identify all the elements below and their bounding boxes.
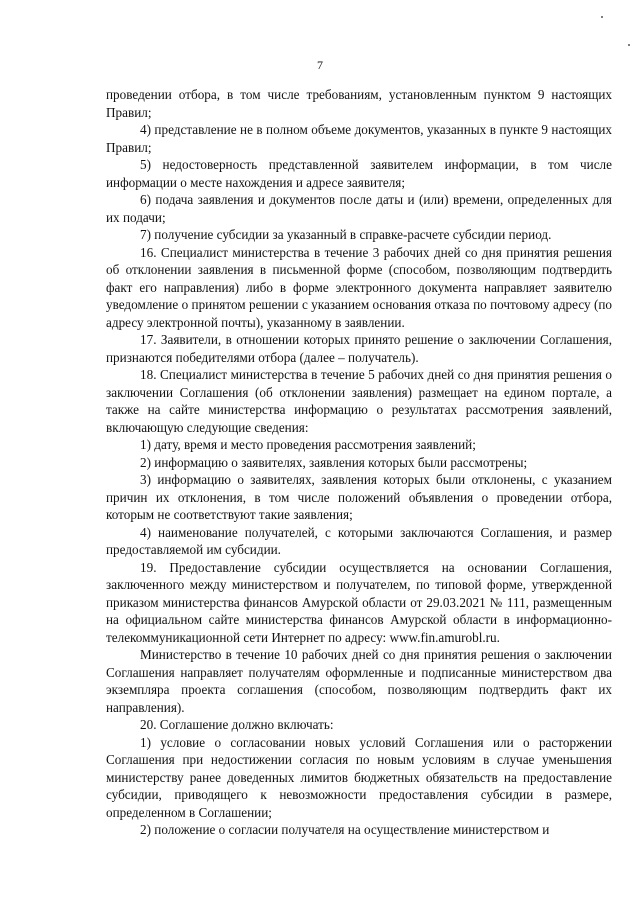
paragraph: 18. Специалист министерства в течение 5 рабочих дней со дня принятия решения о заключении Соглашения (об отклонении заявления) размещает на едином портале, а также на сайте министерства информацию о результатах рассмотрения заявлений, включающую следующие сведения: — [106, 367, 612, 435]
paragraph: 7) получение субсидии за указанный в справке-расчете субсидии период. — [140, 227, 552, 242]
paragraph: 6) подача заявления и документов после даты и (или) времени, определенных для их подачи; — [106, 192, 612, 225]
paragraph: 4) наименование получателей, с которыми заключаются Соглашения, и размер предоставляемой им субсидии. — [106, 524, 612, 557]
page-number: 7 — [317, 58, 323, 72]
paragraph: 16. Специалист министерства в течение 3 рабочих дней со дня принятия решения об отклонении заявления в письменной форме (способом, позволяющим подтвердить факт его направления) либо в форме электронного документа направляет заявителю уведомление о принятом решении с указанием основания отказа по почтовому адресу (по адресу электронной почты), указанному в заявлении. — [106, 244, 612, 330]
paragraph: 1) условие о согласовании новых условий Соглашения или о расторжении Соглашения при недостижении согласия по новым условиям в случае уменьшения министерству ранее доведенных лимитов бюджетных обязательств на предоставление субсидии, приводящего к невозможности предоставления субсидии в размере, определенном в Соглашении; — [106, 734, 612, 820]
scan-speck — [601, 16, 603, 18]
paragraph: 2) информацию о заявителях, заявления которых были рассмотрены; — [140, 454, 528, 470]
paragraph: 17. Заявители, в отношении которых принято решение о заключении Соглашения, признаются победителями отбора (далее – получатель). — [106, 332, 612, 365]
paragraph: 5) недостоверность представленной заявителем информации, в том числе информации о месте нахождения и адресе заявителя; — [106, 157, 612, 190]
body-text — [106, 86, 612, 839]
paragraph: 19. Предоставление субсидии осуществляется на основании Соглашения, заключенного между министерством и получателем, по типовой форме, утвержденной приказом министерства финансов Амурской области от 29.03.2021 № 111, размещенным на официальном сайте министерства финансов Амурской области в информационно-телекоммуникационной сети Интернет по адресу: www.fin.amurobl.ru. — [106, 559, 612, 645]
paragraph: 4) представление не в полном объеме документов, указанных в пункте 9 настоящих Правил; — [106, 122, 612, 155]
scan-speck — [628, 44, 630, 46]
paragraph: 2) положение о согласии получателя на осуществление министерством и — [140, 822, 550, 837]
paragraph: проведении отбора, в том числе требованиям, установленным пунктом 9 настоящих Правил; — [106, 87, 612, 120]
paragraph: 1) дату, время и место проведения рассмотрения заявлений; — [140, 437, 476, 452]
paragraph: 3) информацию о заявителях, заявления которых были отклонены, с указанием причин их отклонения, в том числе положений объявления о проведении отбора, которым не соответствуют такие заявления; — [106, 472, 612, 522]
paragraph: Министерство в течение 10 рабочих дней со дня принятия решения о заключении Соглашения направляет получателям оформленные и подписанные министерством два экземпляра проекта соглашения (способом, позволяющим подтвердить факт их направления). — [106, 647, 612, 715]
paragraph: 20. Соглашение должно включать: — [140, 717, 334, 732]
